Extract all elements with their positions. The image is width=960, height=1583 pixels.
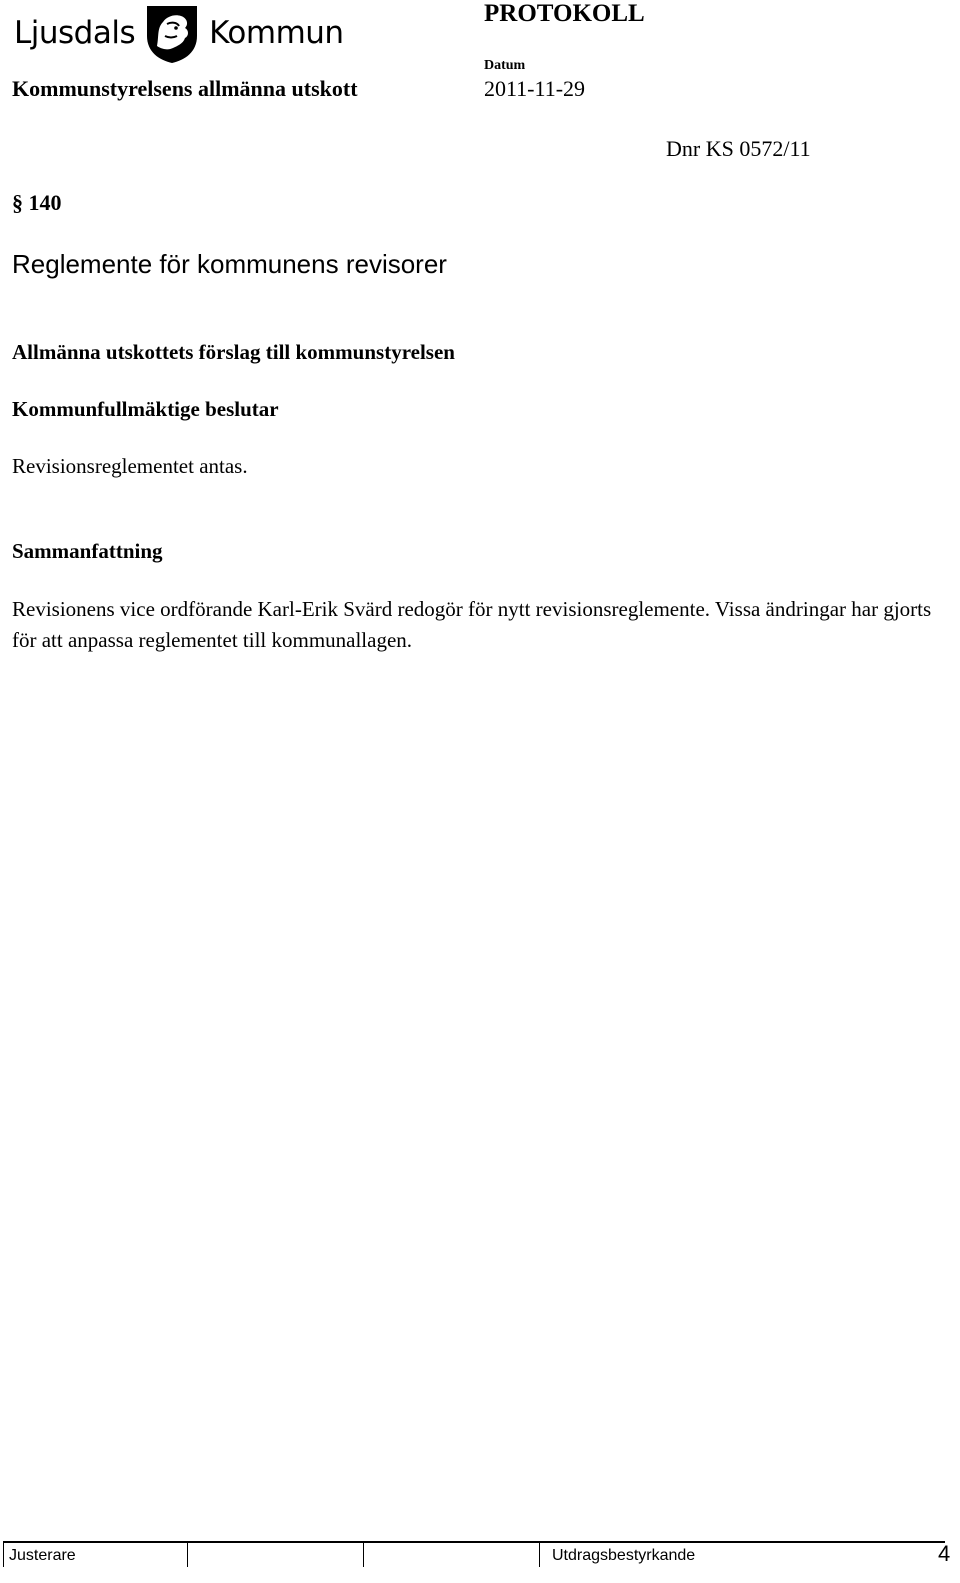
lion-crest-icon [143,2,201,64]
page-title: Reglemente för kommunens revisorer [12,249,447,279]
date-label: Datum [484,58,526,73]
logo-text-right: Kommun [209,15,344,51]
footer-signature-bar [3,1541,945,1569]
logo-text-left: Ljusdals [14,15,136,51]
justerare-label: Justerare [9,1547,76,1564]
utdrag-cell [539,1543,940,1567]
proposal-heading: Allmänna utskottets förslag till kommunstyrelsen [12,340,455,364]
document-type: PROTOKOLL [484,0,645,27]
signature-cell-2 [363,1543,540,1567]
page-number: 4 [938,1541,951,1566]
committee-name: Kommunstyrelsens allmänna utskott [12,76,358,101]
paragraph-number: § 140 [12,190,62,215]
summary-heading: Sammanfattning [12,539,163,563]
signature-cell-1 [187,1543,364,1567]
diary-number: Dnr KS 0572/11 [666,136,811,161]
decision-heading: Kommunfullmäktige beslutar [12,397,279,421]
justerare-cell [3,1543,188,1567]
utdrag-label: Utdragsbestyrkande [552,1547,696,1564]
decision-text: Revisionsreglementet antas. [12,454,248,478]
municipality-logo [14,2,344,64]
summary-text: Revisionens vice ordförande Karl-Erik Svärd redogör för nytt revisionsreglemente. Vissa ändringar har gjorts för att anpassa reglementet till kommunallagen. [12,597,932,652]
date-value: 2011-11-29 [484,76,586,101]
